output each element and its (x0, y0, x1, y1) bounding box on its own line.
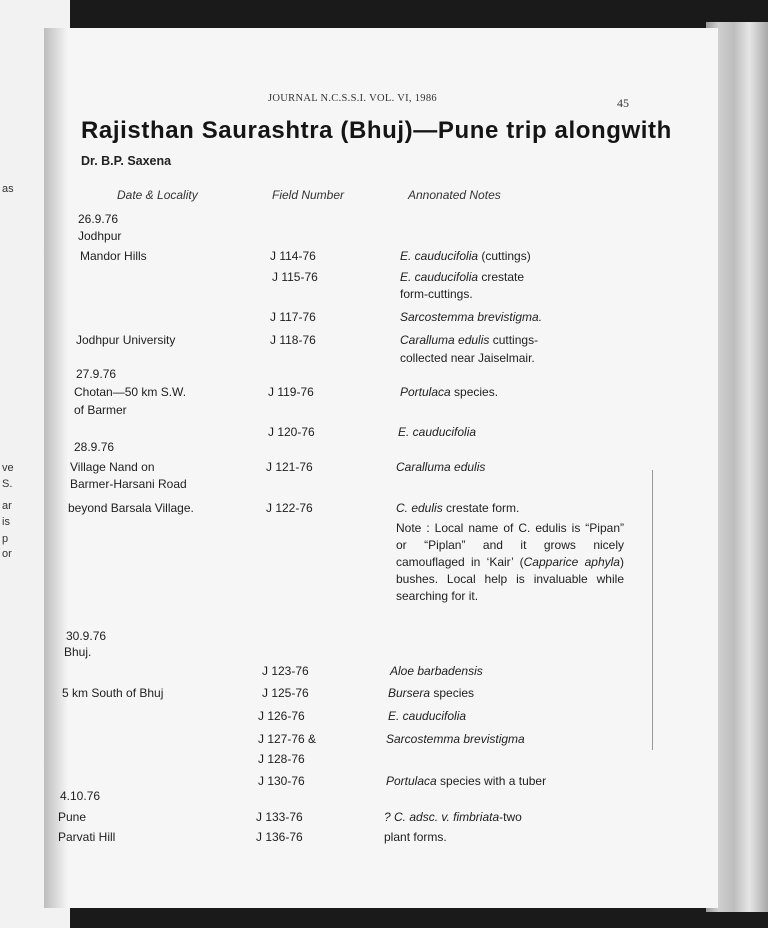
page-number: 45 (617, 96, 629, 110)
annotated-note-cell (400, 332, 538, 349)
locality-cell: Bhuj. (64, 645, 92, 659)
annotated-note-cell (388, 708, 466, 725)
note-text: crestate (478, 270, 525, 284)
field-number-cell: J 126-76 (258, 709, 305, 723)
left-fragment: is (2, 516, 10, 528)
locality-cell: Jodhpur University (76, 333, 176, 347)
species-name: Sarcostemma brevistigma. (400, 310, 543, 324)
annotated-note-cell (388, 685, 474, 702)
left-fragment: p (2, 533, 9, 545)
left-fragment: as (2, 183, 14, 195)
long-note (396, 520, 624, 605)
annotated-note-cell (400, 350, 535, 367)
annotated-note-cell (396, 459, 485, 476)
field-number-cell: J 128-76 (258, 752, 305, 766)
locality-cell: Parvati Hill (58, 830, 116, 844)
column-header-notes: Annonated Notes (408, 188, 501, 202)
annotated-note-cell (386, 731, 525, 748)
annotated-note-cell (400, 286, 473, 303)
note-text: plant forms. (384, 830, 447, 844)
locality-cell: Village Nand on (70, 460, 155, 474)
locality-cell: Chotan—50 km S.W. (74, 385, 187, 399)
locality-cell: 28.9.76 (74, 440, 115, 454)
note-text: species. (450, 385, 499, 399)
species-name: Caralluma edulis (396, 460, 486, 474)
species-name: Portulaca (386, 774, 437, 788)
field-number-cell: J 114-76 (270, 249, 316, 263)
author-name: Dr. B.P. Saxena (81, 154, 172, 168)
note-text: -two (499, 810, 522, 824)
locality-cell: 30.9.76 (66, 629, 107, 643)
species-name: Aloe barbadensis (390, 664, 483, 678)
field-number-cell: J 136-76 (256, 830, 303, 844)
locality-cell: beyond Barsala Village. (68, 501, 194, 515)
note-text: cuttings- (489, 333, 539, 347)
field-number-cell: J 122-76 (266, 501, 313, 515)
annotated-note-cell (384, 809, 522, 826)
species-name: E. cauducifolia (388, 709, 467, 723)
field-number-cell: J 117-76 (270, 310, 316, 324)
annotated-note-cell (386, 773, 546, 790)
field-number-cell: J 120-76 (268, 425, 315, 439)
species-name: C. edulis (396, 501, 443, 515)
margin-line (652, 470, 653, 750)
locality-cell: 26.9.76 (78, 212, 119, 226)
annotated-note-cell (400, 269, 524, 286)
note-text: crestate form. (442, 501, 520, 515)
field-number-cell: J 130-76 (258, 774, 305, 788)
left-fragment: or (2, 548, 12, 560)
species-name: E. cauducifolia (400, 249, 479, 263)
field-number-cell: J 127-76 & (258, 732, 317, 746)
column-header-date-locality: Date & Locality (117, 188, 198, 202)
locality-cell: of Barmer (74, 403, 127, 417)
species-name: ? C. adsc. v. fimbriata (384, 810, 500, 824)
column-header-field-number: Field Number (272, 188, 345, 202)
locality-cell: Mandor Hills (80, 249, 147, 263)
locality-cell: 5 km South of Bhuj (62, 686, 164, 700)
annotated-note-cell (390, 663, 483, 680)
article-title: Rajisthan Saurashtra (Bhuj)—Pune trip alongwith (81, 117, 672, 144)
field-number-cell: J 118-76 (270, 333, 316, 347)
field-number-cell: J 133-76 (256, 810, 303, 824)
note-text: collected near Jaiselmair. (400, 351, 535, 365)
species-name: E. cauducifolia (398, 425, 477, 439)
annotated-note-cell (400, 309, 542, 326)
long-note-text-end: ) bushes. Local help is invaluable while searching for it. (396, 555, 624, 603)
locality-cell: Pune (58, 810, 87, 824)
annotated-note-cell (396, 500, 519, 517)
field-number-cell: J 125-76 (262, 686, 309, 700)
note-text: (cuttings) (478, 249, 531, 263)
locality-cell: 27.9.76 (76, 367, 117, 381)
locality-cell: 4.10.76 (60, 789, 101, 803)
left-fragment: ve (2, 462, 14, 474)
long-note-species: Capparice aphyla (523, 555, 620, 569)
annotated-note-cell (398, 424, 476, 441)
field-number-cell: J 123-76 (262, 664, 309, 678)
note-text: species with a tuber (436, 774, 547, 788)
journal-header: JOURNAL N.C.S.S.I. VOL. VI, 1986 (268, 93, 437, 104)
field-number-cell: J 115-76 (272, 270, 318, 284)
annotated-note-cell (384, 829, 447, 846)
annotated-note-cell (400, 248, 531, 265)
species-name: Portulaca (400, 385, 451, 399)
species-name: Caralluma edulis (400, 333, 490, 347)
species-name: E. cauducifolia (400, 270, 479, 284)
note-text: species (430, 686, 475, 700)
annotated-note-cell (400, 384, 498, 401)
species-name: Bursera (388, 686, 431, 700)
left-fragment: ar (2, 500, 12, 512)
page-gutter-shadow (44, 28, 68, 908)
field-number-cell: J 121-76 (266, 460, 313, 474)
long-note-text: Note : Local name of C. edulis is “Pipan” or “Piplan” and it grows nicely camouflaged in ‘Kair’ ( (396, 521, 624, 569)
field-number-cell: J 119-76 (268, 385, 314, 399)
note-text: form-cuttings. (400, 287, 473, 301)
locality-cell: Jodhpur (78, 229, 122, 243)
left-fragment: S. (2, 478, 13, 490)
species-name: Sarcostemma brevistigma (386, 732, 525, 746)
locality-cell: Barmer-Harsani Road (70, 477, 187, 491)
